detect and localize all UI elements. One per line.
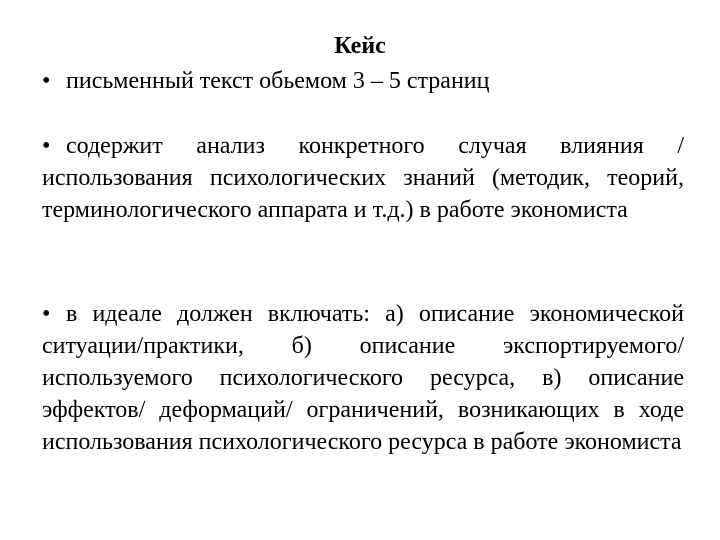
bullet-item-text: письменный текст обьемом 3 – 5 страниц: [66, 68, 490, 94]
bullet-item-1: [42, 65, 684, 97]
bullet-icon: •: [42, 133, 51, 159]
slide-title: Кейс: [334, 33, 386, 59]
bullet-item-2: [42, 130, 684, 226]
bullet-item-3: [42, 298, 684, 458]
bullet-item-text: в идеале должен включать: а) описание экономической ситуации/практики, б) описание экспортируемого/используемого психологического ресурса, в) описание эффектов/ деформаций/ ограничений, возникающих в ходе использования психологического ресурса в работе экономиста: [42, 301, 684, 455]
bullet-item-text: содержит анализ конкретного случая влияния / использования психологических знаний (методик, теорий, терминологического аппарата и т.д.) в работе экономиста: [42, 133, 684, 223]
bullet-icon: •: [42, 301, 51, 327]
bullet-icon: •: [42, 68, 51, 94]
